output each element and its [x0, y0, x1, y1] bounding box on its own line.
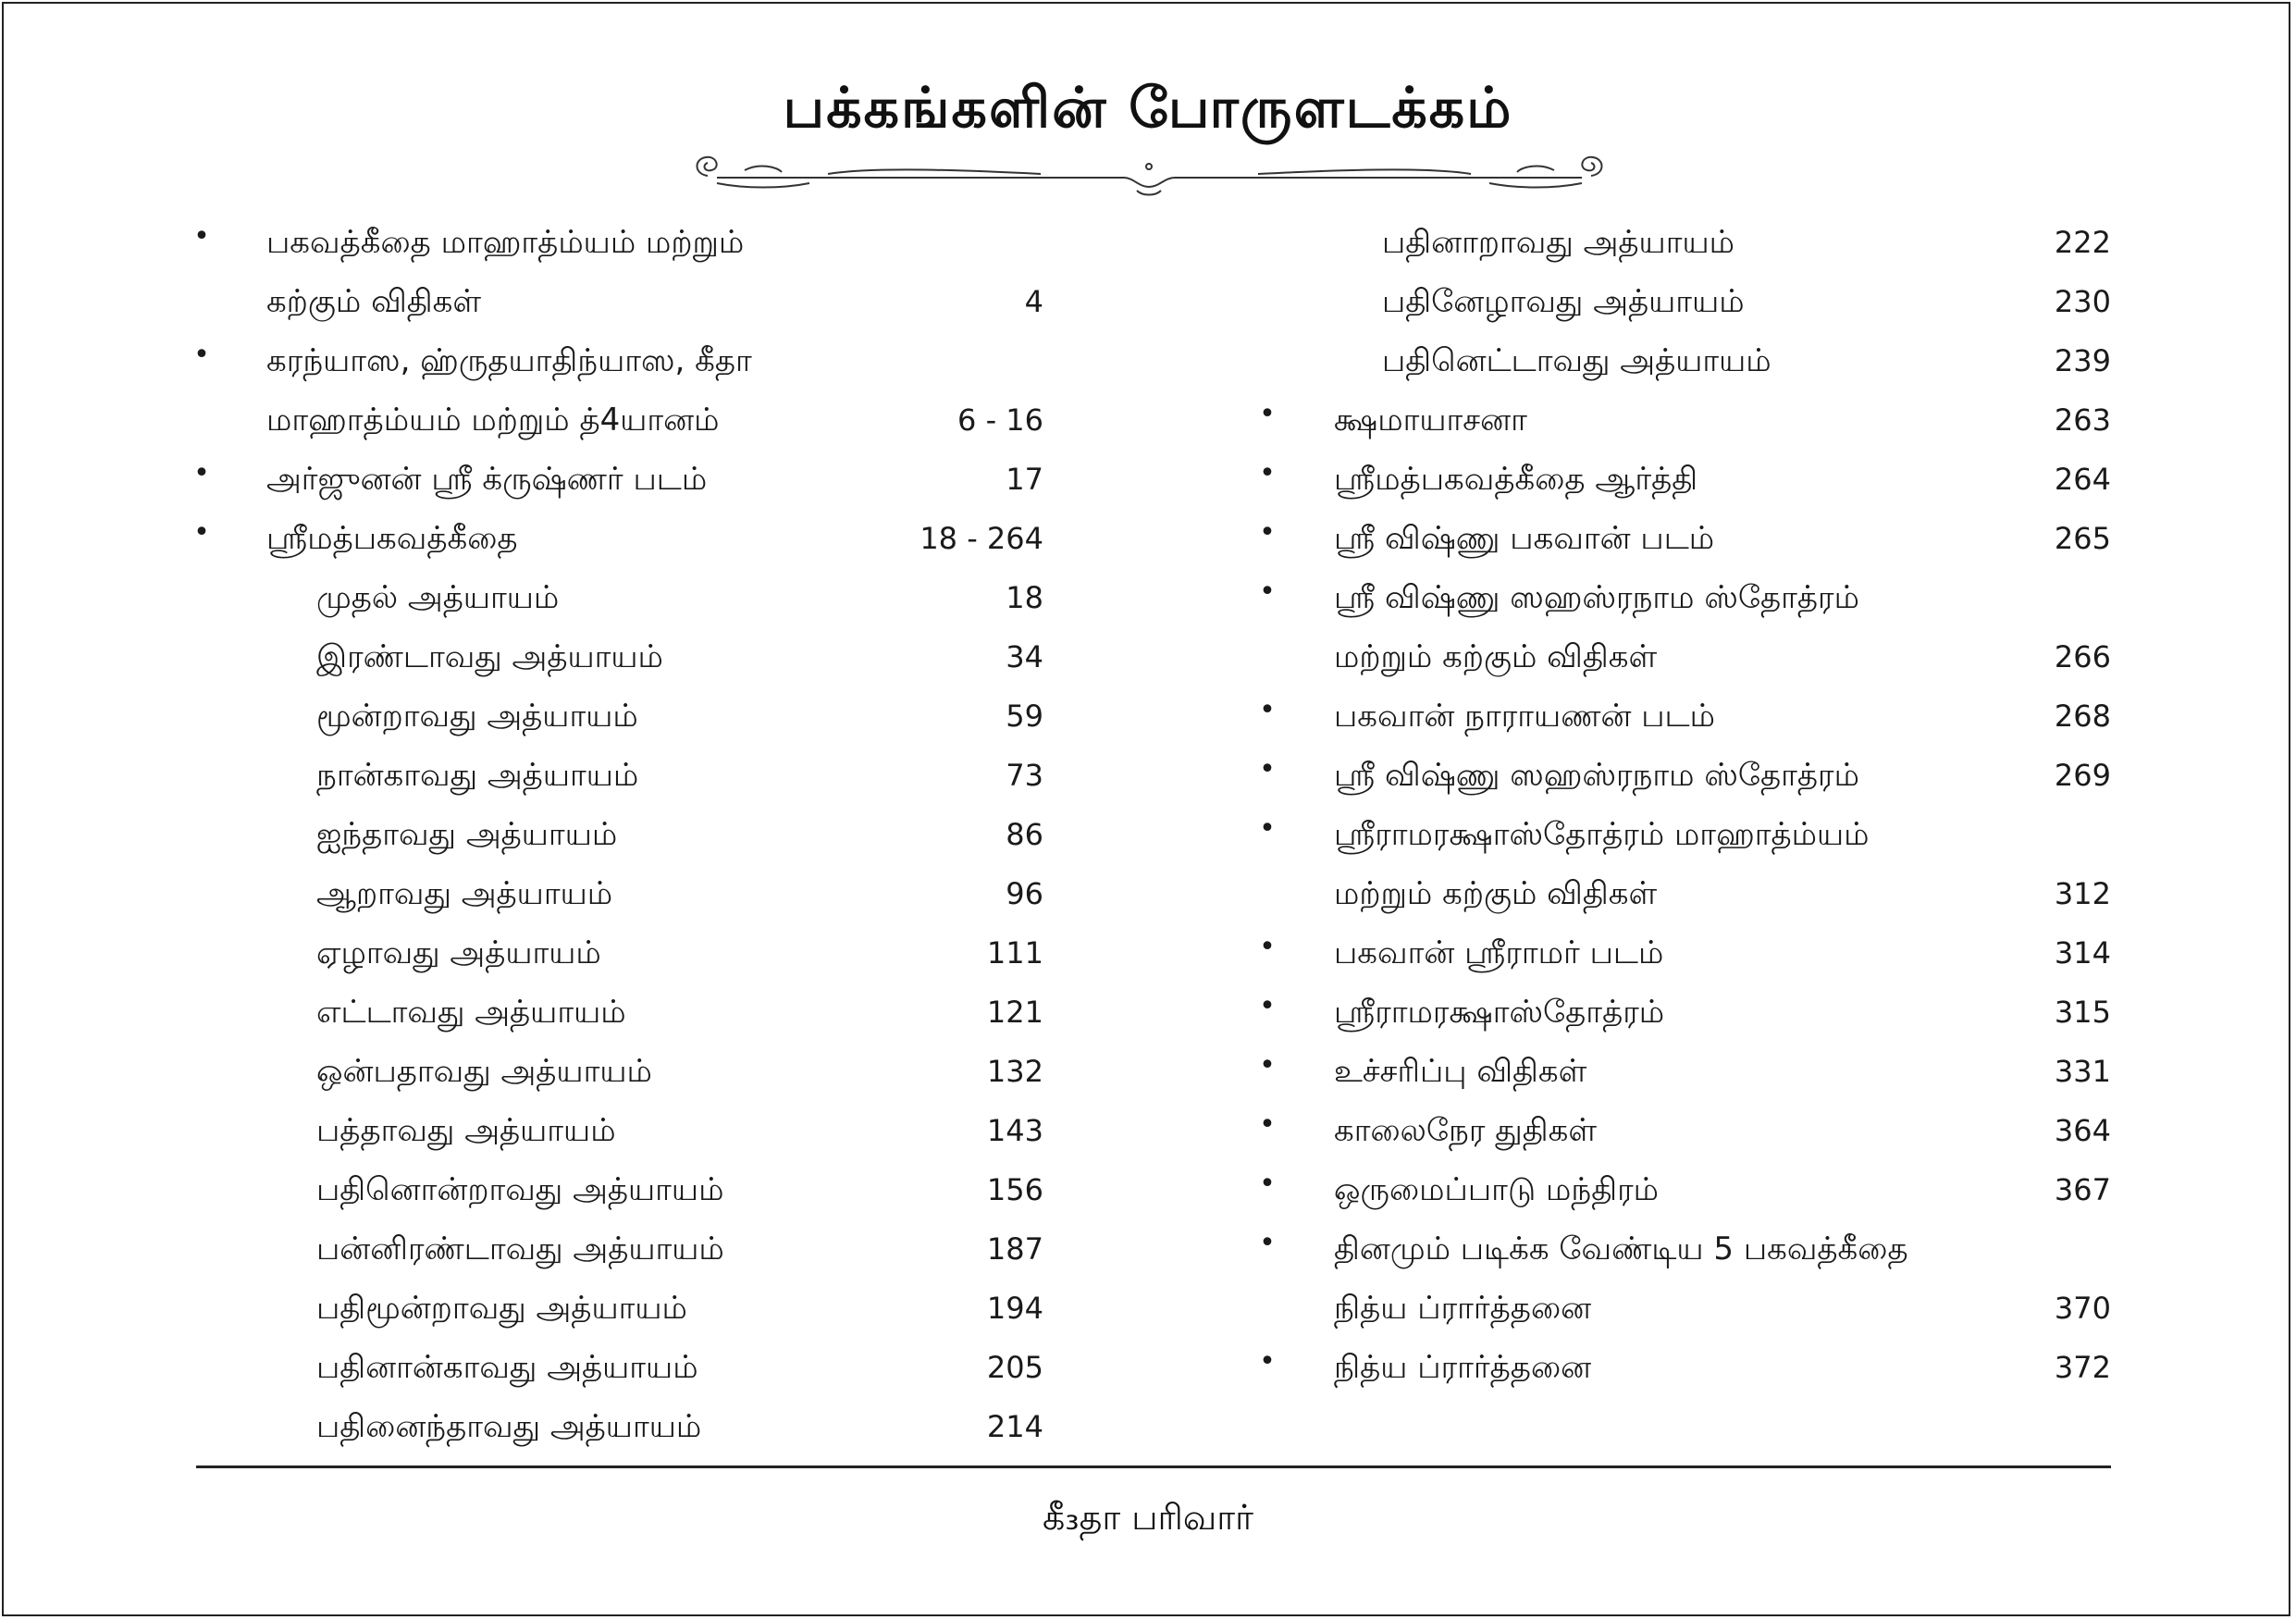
- page-title: பக்கங்களின் போருளடக்கம்: [783, 76, 1513, 141]
- toc-entry-title: மாஹாத்ம்யம் மற்றும் த்4யானம்: [266, 402, 720, 439]
- toc-page-number: 156: [986, 1172, 1043, 1207]
- toc-page-number: 17: [1006, 462, 1043, 497]
- toc-entry-title: ஸ்ரீ விஷ்ணு பகவான் படம்: [1334, 520, 1715, 557]
- toc-page-number: 194: [986, 1291, 1043, 1326]
- toc-page-number: 222: [2054, 225, 2111, 260]
- toc-page-number: 111: [986, 935, 1043, 971]
- toc-page-number: 239: [2054, 343, 2111, 378]
- toc-entry-title: பகவான் நாராயணன் படம்: [1334, 698, 1715, 735]
- toc-entry-title: பதிமூன்றாவது அத்யாயம்: [316, 1290, 687, 1327]
- bullet-marker: •: [1259, 1227, 1276, 1259]
- toc-entry-title: உச்சரிப்பு விதிகள்: [1334, 1053, 1587, 1090]
- toc-page-number: 372: [2054, 1350, 2111, 1385]
- toc-entry-title: நித்ய ப்ரார்த்தனை: [1334, 1290, 1592, 1327]
- toc-entry-title: பகவான் ஸ்ரீராமர் படம்: [1334, 934, 1664, 971]
- title-flourish-divider: [689, 146, 1610, 198]
- toc-page-number: 264: [2054, 462, 2111, 497]
- toc-entry-title: பதினேழாவது அத்யாயம்: [1382, 283, 1745, 320]
- bullet-marker: •: [1259, 812, 1276, 845]
- toc-page-number: 86: [1006, 817, 1043, 852]
- bullet-marker: •: [1259, 1345, 1276, 1378]
- bullet-marker: •: [1259, 931, 1276, 963]
- toc-entry-title: பதினெட்டாவது அத்யாயம்: [1382, 342, 1771, 379]
- toc-entry-title: மற்றும் கற்கும் விதிகள்: [1334, 638, 1658, 675]
- toc-entry-title: பதினைந்தாவது அத்யாயம்: [316, 1408, 702, 1445]
- footer-divider: [196, 1465, 2111, 1468]
- toc-entry-title: கரந்யாஸ, ஹ்ருதயாதிந்யாஸ, கீதா: [266, 342, 752, 379]
- toc-page-number: 205: [986, 1350, 1043, 1385]
- toc-entry-title: ஸ்ரீமத்பகவத்கீதை: [266, 520, 518, 557]
- toc-page-number: 315: [2054, 995, 2111, 1030]
- toc-page-number: 265: [2054, 521, 2111, 556]
- toc-entry-title: ஸ்ரீமத்பகவத்கீதை ஆர்த்தி: [1334, 461, 1698, 498]
- bullet-marker: •: [1259, 1108, 1276, 1141]
- bullet-marker: •: [193, 457, 210, 489]
- toc-entry-title: கற்கும் விதிகள்: [266, 283, 482, 320]
- toc-entry-title: அர்ஜுனன் ஸ்ரீ க்ருஷ்ணர் படம்: [266, 461, 708, 498]
- toc-entry-title: பன்னிரண்டாவது அத்யாயம்: [316, 1230, 724, 1268]
- toc-page-number: 18: [1006, 580, 1043, 615]
- toc-entry-title: க்ஷமாயாசனா: [1334, 402, 1527, 439]
- bullet-marker: •: [1259, 1049, 1276, 1082]
- toc-page-number: 6 - 16: [957, 402, 1043, 438]
- bullet-marker: •: [193, 516, 210, 549]
- toc-page-number: 312: [2054, 876, 2111, 911]
- toc-page-number: 314: [2054, 935, 2111, 971]
- toc-page-number: 331: [2054, 1054, 2111, 1089]
- toc-page-number: 364: [2054, 1113, 2111, 1148]
- toc-page-number: 266: [2054, 639, 2111, 674]
- bullet-marker: •: [1259, 398, 1276, 430]
- bullet-marker: •: [1259, 1168, 1276, 1200]
- toc-entry-title: இரண்டாவது அத்யாயம்: [316, 638, 663, 675]
- toc-entry-title: தினமும் படிக்க வேண்டிய 5 பகவத்கீதை: [1334, 1230, 1908, 1268]
- toc-page-number: 370: [2054, 1291, 2111, 1326]
- bullet-marker: •: [193, 220, 210, 253]
- toc-page-number: 269: [2054, 758, 2111, 793]
- toc-entry-title: ஒன்பதாவது அத்யாயம்: [316, 1053, 652, 1090]
- toc-entry-title: எட்டாவது அத்யாயம்: [316, 994, 626, 1031]
- toc-entry-title: பதினொன்றாவது அத்யாயம்: [316, 1171, 724, 1208]
- toc-entry-title: ஆறாவது அத்யாயம்: [316, 875, 613, 912]
- toc-page-number: 96: [1006, 876, 1043, 911]
- toc-entry-title: மற்றும் கற்கும் விதிகள்: [1334, 875, 1658, 912]
- bullet-marker: •: [1259, 457, 1276, 489]
- toc-page-number: 73: [1006, 758, 1043, 793]
- toc-page-number: 263: [2054, 402, 2111, 438]
- toc-page-number: 367: [2054, 1172, 2111, 1207]
- toc-entry-title: நான்காவது அத்யாயம்: [316, 757, 639, 794]
- toc-entry-title: நித்ய ப்ரார்த்தனை: [1334, 1349, 1592, 1386]
- toc-entry-title: முதல் அத்யாயம்: [316, 579, 560, 616]
- bullet-marker: •: [1259, 516, 1276, 549]
- toc-entry-title: ஸ்ரீ விஷ்ணு ஸஹஸ்ரநாம ஸ்தோத்ரம்: [1334, 579, 1859, 616]
- toc-entry-title: பதினாறாவது அத்யாயம்: [1382, 224, 1734, 261]
- bullet-marker: •: [1259, 694, 1276, 726]
- toc-page-number: 230: [2054, 284, 2111, 319]
- toc-entry-title: காலைநேர துதிகள்: [1334, 1112, 1598, 1149]
- toc-entry-title: மூன்றாவது அத்யாயம்: [316, 698, 638, 735]
- toc-page-number: 4: [1024, 284, 1043, 319]
- toc-page-number: 132: [986, 1054, 1043, 1089]
- toc-entry-title: பத்தாவது அத்யாயம்: [316, 1112, 616, 1149]
- toc-entry-title: பதினான்காவது அத்யாயம்: [316, 1349, 698, 1386]
- toc-page-number: 59: [1006, 699, 1043, 734]
- toc-entry-title: பகவத்கீதை மாஹாத்ம்யம் மற்றும்: [266, 224, 745, 261]
- toc-page-number: 143: [986, 1113, 1043, 1148]
- toc-entry-title: ஸ்ரீ விஷ்ணு ஸஹஸ்ரநாம ஸ்தோத்ரம்: [1334, 757, 1859, 794]
- toc-page-number: 121: [986, 995, 1043, 1030]
- toc-entry-title: ஏழாவது அத்யாயம்: [316, 934, 601, 971]
- toc-page-number: 268: [2054, 699, 2111, 734]
- toc-page-number: 34: [1006, 639, 1043, 674]
- bullet-marker: •: [193, 339, 210, 371]
- toc-entry-title: ஸ்ரீராமரக்ஷாஸ்தோத்ரம் மாஹாத்ம்யம்: [1334, 816, 1870, 853]
- toc-entry-title: ஐந்தாவது அத்யாயம்: [316, 816, 618, 853]
- bullet-marker: •: [1259, 753, 1276, 785]
- toc-entry-title: ஒருமைப்பாடு மந்திரம்: [1334, 1171, 1660, 1208]
- toc-page-number: 214: [986, 1409, 1043, 1444]
- toc-entry-title: ஸ்ரீராமரக்ஷாஸ்தோத்ரம்: [1334, 994, 1665, 1031]
- footer-publisher: கீ₃தா பரிவார்: [1043, 1497, 1253, 1538]
- toc-page-number: 18 - 264: [920, 521, 1043, 556]
- bullet-marker: •: [1259, 990, 1276, 1022]
- bullet-marker: •: [1259, 575, 1276, 608]
- toc-page-number: 187: [986, 1231, 1043, 1267]
